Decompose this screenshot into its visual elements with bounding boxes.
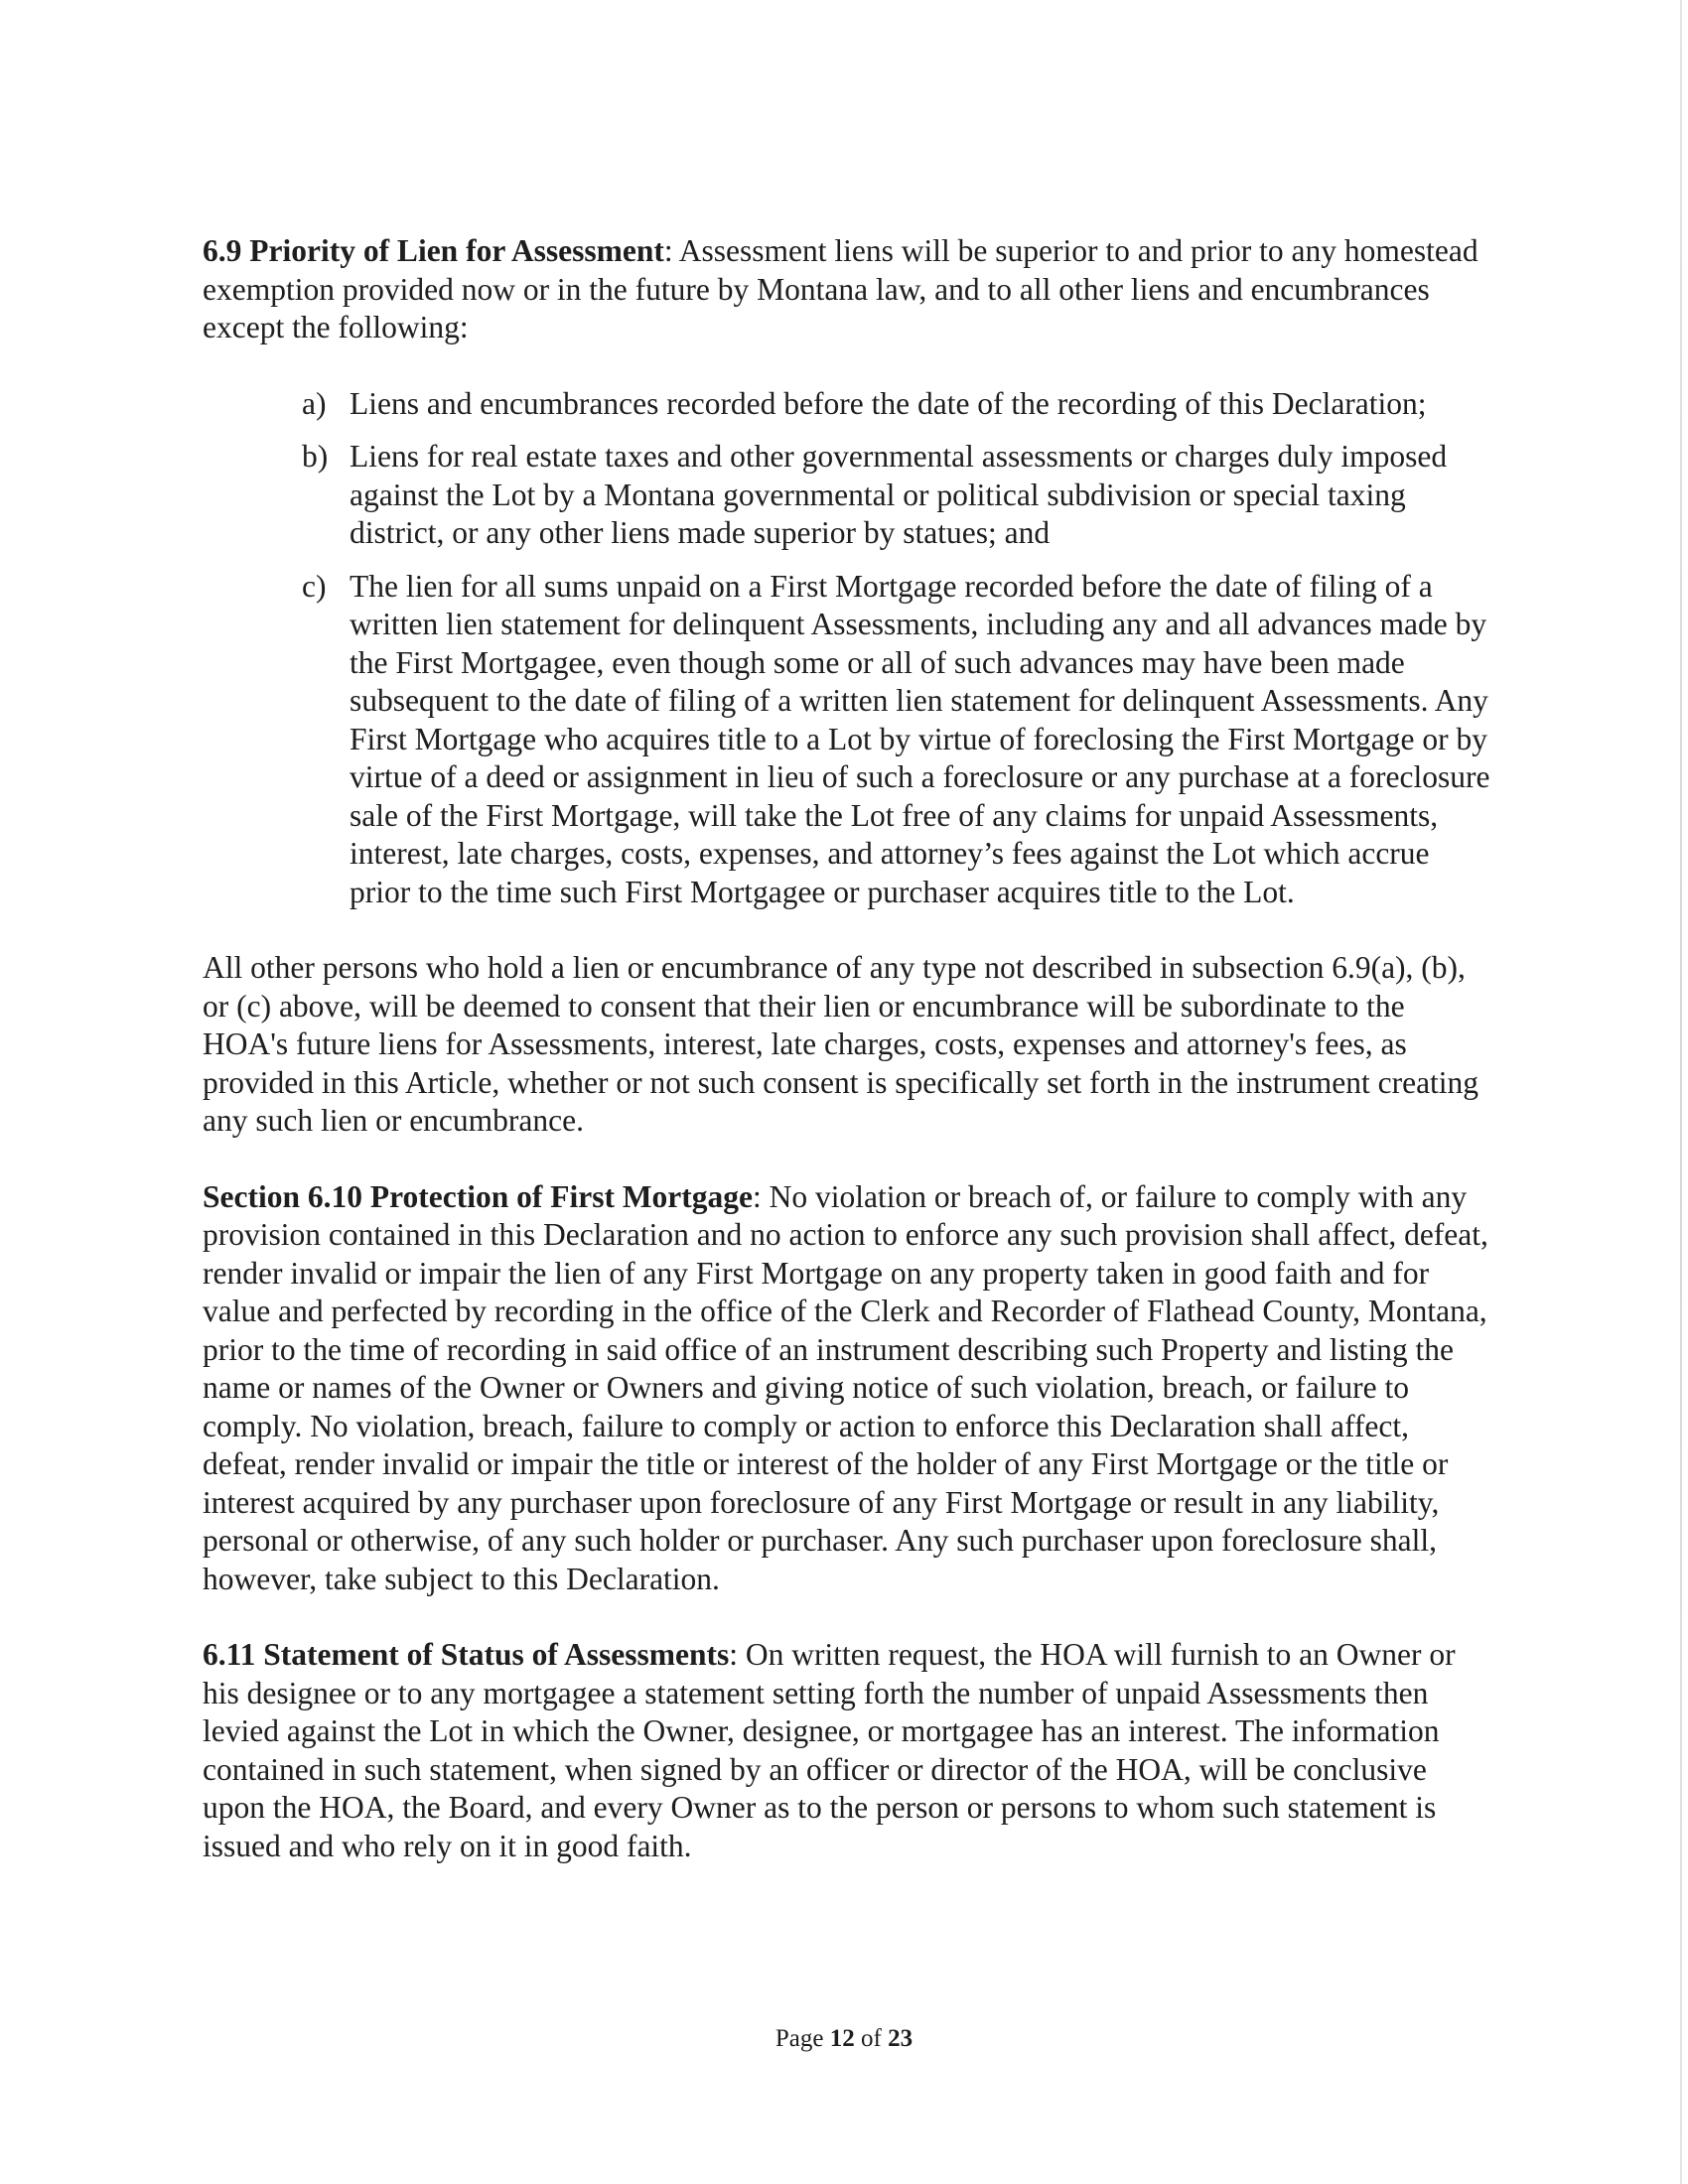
section-6-11-text: : On written request, the HOA will furnish to an Owner or his designee or to any mortgagee a statement setting forth the number of unpaid Assessments then levied against the Lot in which the Owner, designee, or mortgagee has an interest. The information contained in such statement, when signed by an officer or director of the HOA, will be conclusive upon the HOA, the Board, and every Owner as to the person or persons to whom such statement is issued and who rely on it in good faith. <box>203 1637 1456 1863</box>
page-total: 23 <box>888 2025 914 2052</box>
list-item-text: The lien for all sums unpaid on a First Mortgage recorded before the date of filing of a written lien statement for delinquent Assessments, including any and all advances made by the First Mortgagee, even though some or all of such advances may have been made subsequent to the date of filing of a written lien statement for delinquent Assessments. Any First Mortgage who acquires title to a Lot by virtue of foreclosing the First Mortgage or by virtue of a deed or assignment in lieu of such a foreclosure or any purchase at a foreclosure sale of the First Mortgage, will take the Lot free of any claims for unpaid Assessments, interest, late charges, costs, expenses, and attorney’s fees against the Lot which accrue prior to the time such First Mortgagee or purchaser acquires title to the Lot. <box>350 568 1490 909</box>
list-item <box>203 385 1493 424</box>
page-edge-line <box>1680 0 1682 2184</box>
section-6-9-text: : Assessment liens will be superior to and prior to any homestead exemption provided now or in the future by Montana law, and to all other liens and encumbrances except the following: <box>203 233 1478 344</box>
section-6-10-heading: Section 6.10 Protection of First Mortgage <box>203 1178 754 1214</box>
list-item-text: Liens for real estate taxes and other governmental assessments or charges duly imposed against the Lot by a Montana governmental or political subdivision or special taxing district, or any other liens made superior by statues; and <box>350 439 1448 550</box>
section-6-11-heading: 6.11 Statement of Status of Assessments <box>203 1637 730 1672</box>
section-6-9-heading: 6.9 Priority of Lien for Assessment <box>203 233 664 268</box>
page-label: Page <box>774 2025 830 2052</box>
list-item <box>203 438 1493 553</box>
list-marker: a) <box>302 385 327 421</box>
page-current: 12 <box>829 2025 855 2052</box>
section-6-9-intro <box>203 232 1493 347</box>
list-marker: c) <box>302 568 327 604</box>
section-6-10-text: : No violation or breach of, or failure to comply with any provision contained in this Declaration and no action to enforce any such provision shall affect, defeat, render invalid or impair the lien of any First Mortgage on any property taken in good faith and for value and perfected by recording in the office of the Clerk and Recorder of Flathead County, Montana, prior to the time of recording in said office of an instrument describing such Property and listing the name or names of the Owner or Owners and giving notice of such violation, breach, or failure to comply. No violation, breach, failure to comply or action to enforce this Declaration shall affect, defeat, render invalid or impair the title or interest of the holder of any First Mortgage or the title or interest acquired by any purchaser upon foreclosure of any First Mortgage or result in any liability, personal or otherwise, of any such holder or purchaser. Any such purchaser upon foreclosure shall, however, take subject to this Declaration. <box>203 1178 1488 1596</box>
list-item <box>203 568 1493 912</box>
page-number-footer <box>0 2025 1688 2053</box>
list-marker: b) <box>302 439 329 474</box>
document-body <box>203 232 1493 1903</box>
list-item-text: Liens and encumbrances recorded before the date of the recording of this Declaration; <box>350 385 1427 421</box>
section-6-9-closing: All other persons who hold a lien or encumbrance of any type not described in subsection 6.9(a), (b), or (c) above, will be deemed to consent that their lien or encumbrance will be subordinate to the HOA's future liens for Assessments, interest, late charges, costs, expenses and attorney's fees, as provided in this Article, whether or not such consent is specifically set forth in the instrument creating any such lien or encumbrance. <box>203 950 1479 1138</box>
section-6-10 <box>203 1178 1493 1599</box>
section-6-9-exceptions-list <box>203 385 1493 912</box>
page-separator: of <box>854 2025 889 2052</box>
section-6-11 <box>203 1636 1493 1865</box>
